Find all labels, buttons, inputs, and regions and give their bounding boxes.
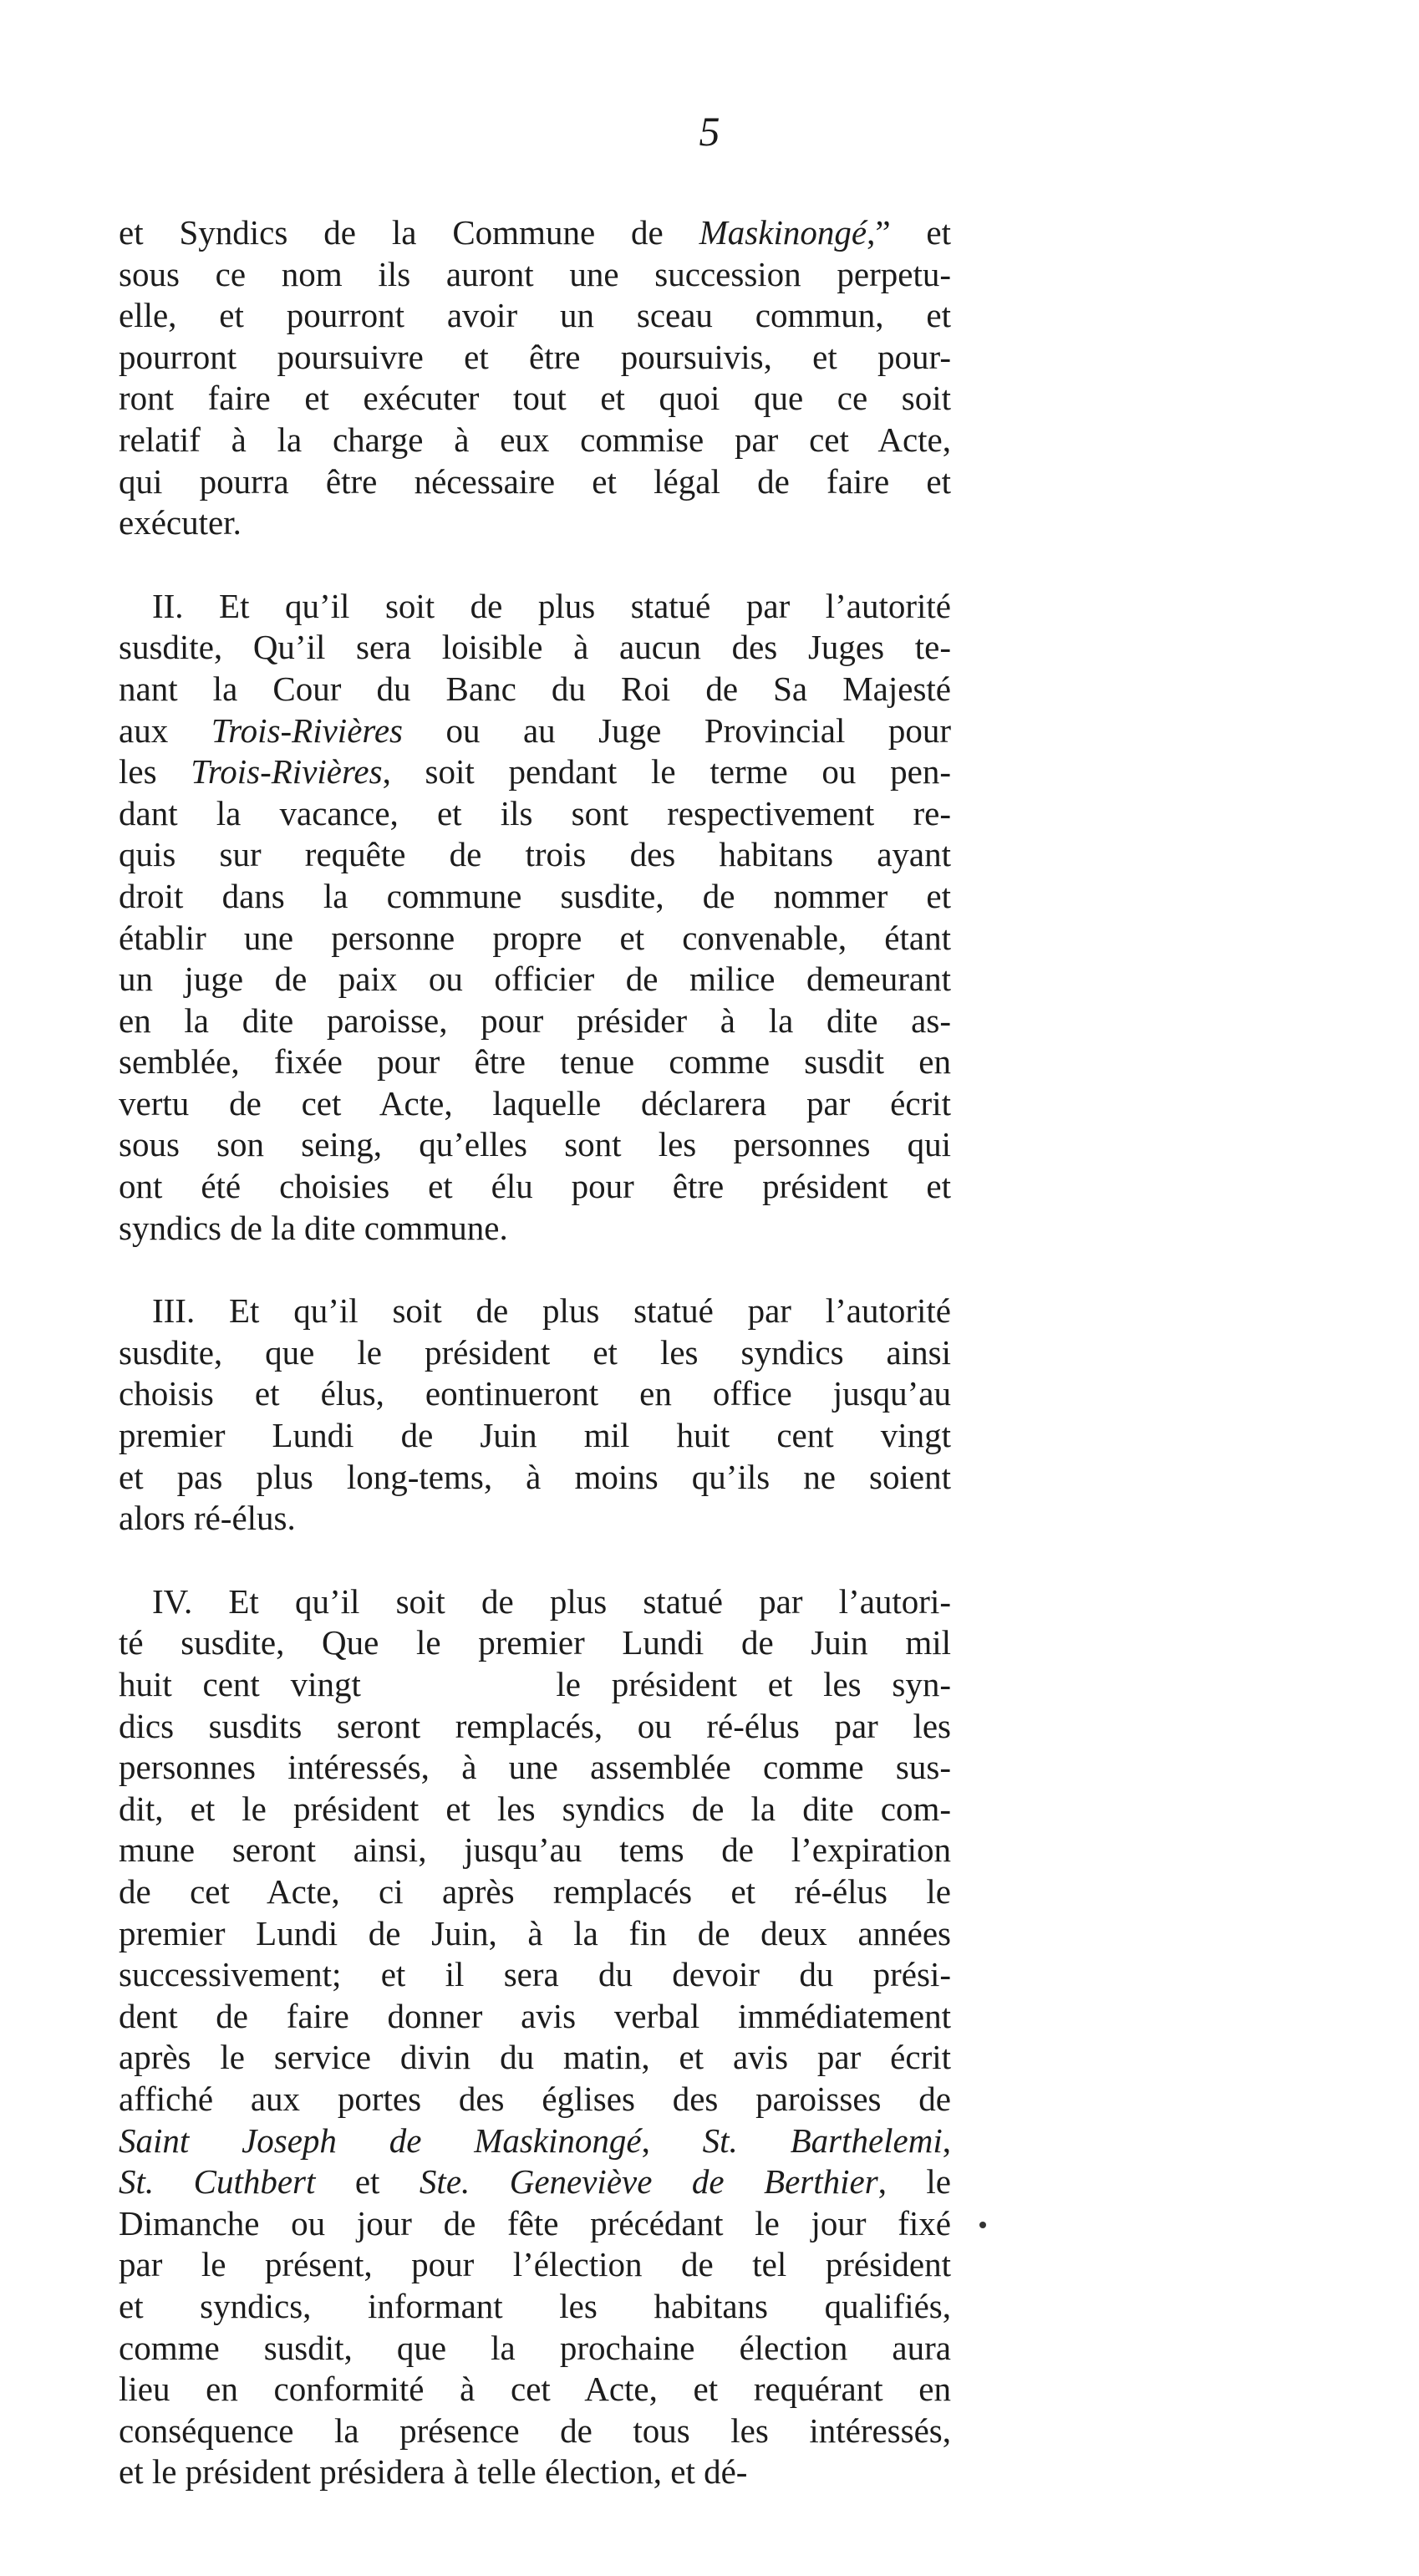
body-text [119, 212, 951, 2493]
text-line: et Syndics de la Commune de Maskinongé,” et [119, 213, 951, 252]
paragraph-gap [119, 544, 951, 586]
text-line: alors ré-élus. [119, 1499, 296, 1538]
text-line: III. Et qu’il soit de plus statué par l’autorité [152, 1291, 951, 1331]
text-line: elle, et pourront avoir un sceau commun, et [119, 296, 951, 335]
text-line: mune seront ainsi, jusqu’au tems de l’expiration [119, 1830, 951, 1870]
text-line: et syndics, informant les habitans qualifiés, [119, 2286, 951, 2325]
text-line: quis sur requête de trois des habitans ayant [119, 835, 951, 874]
text-line: ont été choisies et élu pour être président et [119, 1167, 951, 1206]
text-line: lieu en conformité à cet Acte, et requérant en [119, 2370, 951, 2409]
text-line: syndics de la dite commune. [119, 1208, 508, 1247]
text-line: sous son seing, qu’elles sont les personnes qui [119, 1125, 951, 1164]
text-line: successivement; et il sera du devoir du prési- [119, 1955, 951, 1994]
text-line: pourront poursuivre et être poursuivis, et pour- [119, 337, 951, 376]
text-line: susdite, Qu’il sera loisible à aucun des Juges te- [119, 628, 951, 667]
text-line: droit dans la commune susdite, de nommer et [119, 876, 951, 915]
text-line: sous ce nom ils auront une succession perpetu- [119, 254, 951, 293]
text-line: relatif à la charge à eux commise par cet Acte, [119, 420, 951, 459]
text-line: qui pourra être nécessaire et légal de faire et [119, 461, 951, 501]
text-line: IV. Et qu’il soit de plus statué par l’autori- [152, 1581, 951, 1621]
text-line: et pas plus long-tems, à moins qu’ils ne soient [119, 1457, 951, 1496]
text-line: par le présent, pour l’élection de tel président [119, 2245, 951, 2284]
page-number: 5 [699, 108, 720, 155]
text-line: premier Lundi de Juin, à la fin de deux années [119, 1913, 951, 1952]
paragraph-p1 [119, 212, 951, 544]
text-line: huit cent vingt le président et les syn- [119, 1665, 951, 1703]
text-line: dant la vacance, et ils sont respectivement re- [119, 793, 951, 832]
text-line: de cet Acte, ci après remplacés et ré-élus le [119, 1871, 951, 1911]
text-line: comme susdit, que la prochaine élection aura [119, 2328, 951, 2367]
text-line: premier Lundi de Juin mil huit cent vingt [119, 1416, 951, 1455]
text-line: semblée, fixée pour être tenue comme susdit en [119, 1042, 951, 1082]
text-line: Dimanche ou jour de fête précédant le jour fixé [119, 2203, 951, 2243]
text-line: personnes intéressés, à une assemblée comme sus- [119, 1748, 951, 1787]
text-line: St. Cuthbert et Ste. Geneviève de Berthier, le [119, 2162, 951, 2202]
text-line: vertu de cet Acte, laquelle déclarera par écrit [119, 1083, 951, 1123]
text-line: affiché aux portes des églises des paroisses de [119, 2079, 951, 2118]
text-line: Saint Joseph de Maskinongé, St. Barthelemi, [119, 2120, 951, 2160]
text-line: dics susdits seront remplacés, ou ré-élus par les [119, 1706, 951, 1745]
text-line: dent de faire donner avis verbal immédiatement [119, 1996, 951, 2035]
ink-speck [979, 2222, 986, 2228]
text-line: établir une personne propre et convenable, étant [119, 918, 951, 957]
text-line: dit, et le président et les syndics de la dite com- [119, 1789, 951, 1828]
text-line: ront faire et exécuter tout et quoi que ce soit [119, 379, 951, 418]
text-line: un juge de paix ou officier de milice demeurant [119, 960, 951, 999]
text-line: en la dite paroisse, pour présider à la dite as- [119, 1000, 951, 1040]
text-line: les Trois-Rivières, soit pendant le terme ou pen- [119, 752, 952, 792]
text-line: susdite, que le président et les syndics ainsi [119, 1332, 951, 1372]
paragraph-gap [119, 1540, 951, 1581]
text-line: exécuter. [119, 503, 242, 542]
text-line: té susdite, Que le premier Lundi de Juin mil [119, 1623, 951, 1662]
text-line: conséquence la présence de tous les intéressés, [119, 2411, 951, 2450]
text-line: nant la Cour du Banc du Roi de Sa Majesté [119, 669, 951, 708]
paragraph-p3 [119, 1291, 951, 1540]
text-line: après le service divin du matin, et avis par écrit [119, 2038, 951, 2077]
text-line: choisis et élus, eontinueront en office jusqu’au [119, 1374, 951, 1413]
paragraph-p4 [119, 1581, 951, 2493]
text-line: II. Et qu’il soit de plus statué par l’autorité [152, 586, 951, 625]
paragraph-gap [119, 1249, 951, 1291]
text-line: et le président présidera à telle élection, et dé- [119, 2452, 748, 2492]
paragraph-p2 [119, 586, 951, 1250]
text-line: aux Trois-Rivières ou au Juge Provincial pour [119, 710, 952, 750]
